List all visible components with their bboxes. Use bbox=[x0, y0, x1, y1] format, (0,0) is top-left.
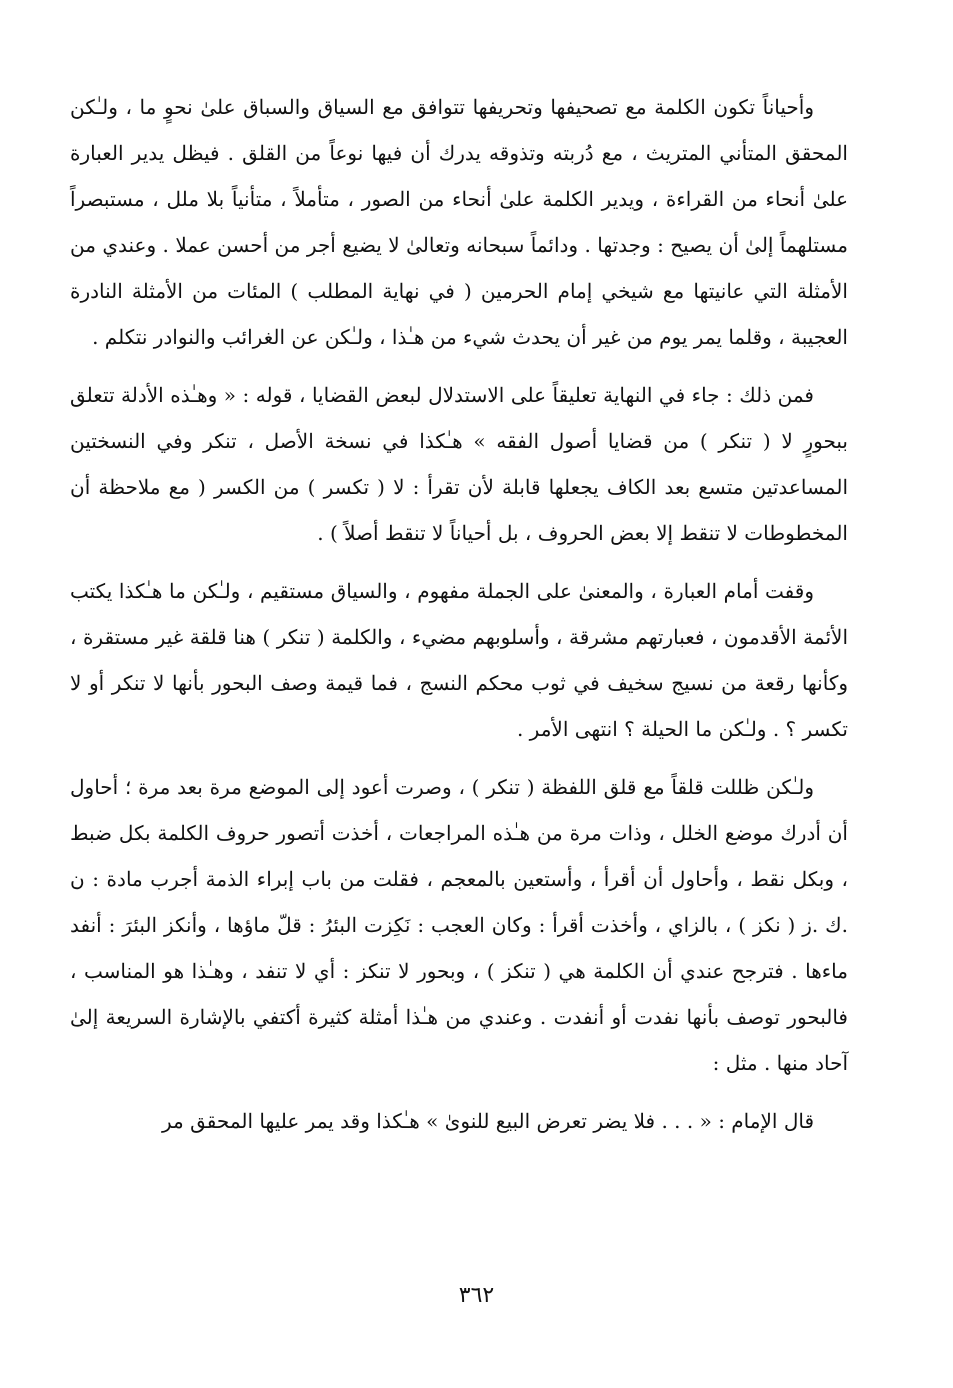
paragraph-5: قال الإمام : « . . . فلا يضر تعرض البيع للنوىٰ » هـٰكذا وقد يمر عليها المحقق مر bbox=[162, 1109, 814, 1133]
book-page-text bbox=[70, 84, 848, 1144]
paragraph-4: ولـٰكن ظللت قلقاً مع قلق اللفظة ( تنكر ) ، وصرت أعود إلى الموضع مرة بعد مرة ؛ أحاول أن أدرك موضع الخلل ، وذات مرة من هـٰذه المراجعات ، أخذت أتصور حروف الكلمة بكل ضبط ، وبكل نقط ، وأحاول أن أقرأ ، وأستعين بالمعجم ، فقلت من باب إبراء الذمة أجرب مادة : ن .ك .ز ( نكز ) ، بالزاي ، وأخذت أقرأ : وكان العجب : نَكِزت البئرُ : قلّ ماؤها ، وأنكز البئرَ : أنفد ماءها . فترجح عندي أن الكلمة هي ( تنكز ) ، وبحور لا تنكز : أي لا تنفد ، وهـٰذا هو المناسب ، فالبحور توصف بأنها نفدت أو أنفدت . وعندي من هـٰذا أمثلة كثيرة أكتفي بالإشارة السريعة إلىٰ آحاد منها . مثل : bbox=[70, 775, 849, 1075]
paragraph-3: وقفت أمام العبارة ، والمعنىٰ على الجملة مفهوم ، والسياق مستقيم ، ولـٰكن ما هـٰكذا يكتب الأئمة الأقدمون ، فعبارتهم مشرقة ، وأسلوبهم مضيء ، والكلمة ( تنكر ) هنا قلقة غير مستقرة ، وكأنها رقعة من نسيج سخيف في ثوب محكم النسج ، فما قيمة وصف البحور بأنها لا تنكر أو لا تكسر ؟ . ولـٰكن ما الحيلة ؟ انتهى الأمر . bbox=[70, 579, 848, 741]
paragraph-1: وأحياناً تكون الكلمة مع تصحيفها وتحريفها تتوافق مع السياق والسباق علىٰ نحوٍ ما ، ولـٰكن المحقق المتأني المتريث ، مع دُربته وتذوقه يدرك أن فيها نوعاً من القلق . فيظل يدير العبارة علىٰ أنحاء من القراءة ، ويدير الكلمة علىٰ أنحاء من الصور ، متأملاً ، متأنياً بلا ملل ، مستبصراً مستلهماً إلىٰ أن يصيح : وجدتها . ودائماً سبحانه وتعالىٰ لا يضيع أجر من أحسن عملا . وعندي من الأمثلة التي عانيتها مع شيخي إمام الحرمين ( في نهاية المطلب ) المئات من الأمثلة النادرة العجيبة ، وقلما يمر يوم من غير أن يحدث شيء من هـٰذا ، ولـٰكن عن الغرائب والنوادر نتكلم . bbox=[70, 95, 848, 349]
paragraph-2: فمن ذلك : جاء في النهاية تعليقاً على الاستدلال لبعض القضايا ، قوله : « وهـٰذه الأدلة تتعلق ببحورٍ لا ( تنكر ) من قضايا أصول الفقه » هـٰكذا في نسخة الأصل ، تنكر وفي النسختين المساعدتين متسع بعد الكاف يجعلها قابلة لأن تقرأ : لا ( تكسر ) من الكسر ( مع ملاحظة أن المخطوطات لا تنقط إلا بعض الحروف ، بل أحياناً لا تنقط أصلاً ) . bbox=[70, 383, 848, 545]
page-number: ٣٦٢ bbox=[458, 1283, 495, 1308]
